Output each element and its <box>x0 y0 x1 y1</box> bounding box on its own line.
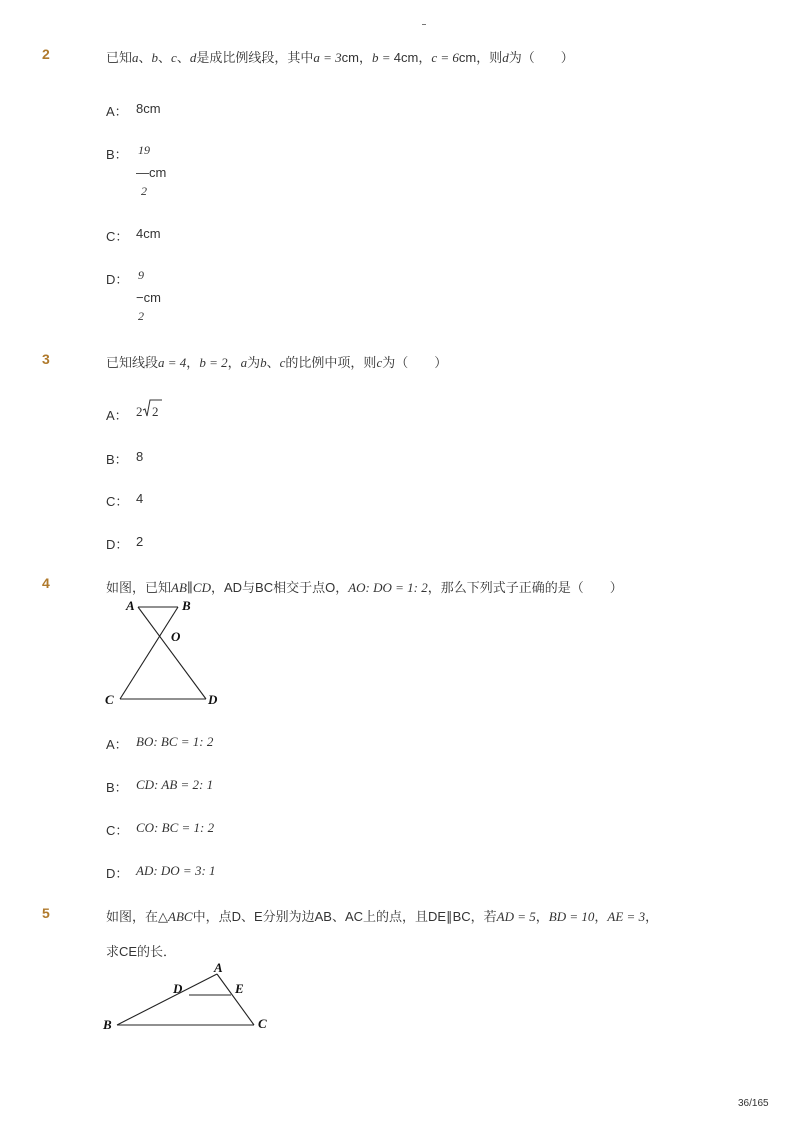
point-label-e: E <box>235 981 244 996</box>
page-number: 36/165 <box>738 1098 769 1109</box>
geometry-figure-hourglass <box>100 596 230 708</box>
option-letter: A： <box>106 408 128 423</box>
option-text: 8 <box>136 449 144 464</box>
question-stem: 如图，在△ABC中，点D、E分别为边AB、AC上的点，且DE∥BC，若AD = 5，BD = 10，AE = 3， <box>106 909 659 924</box>
point-label-o: O <box>171 629 181 644</box>
option-text: 2 <box>136 534 144 549</box>
point-label-b: B <box>103 1017 112 1032</box>
point-label-c: C <box>105 692 114 707</box>
point-label-b: B <box>182 598 191 613</box>
point-label-c: C <box>258 1016 267 1031</box>
point-label-d: D <box>208 692 218 707</box>
option-letter: D： <box>106 537 129 552</box>
option-text: AD: DO = 3: 1 <box>136 863 216 878</box>
fraction-bar-unit: —cm <box>136 165 167 180</box>
fraction-numerator: 19 <box>138 143 150 157</box>
question-number: 3 <box>42 351 50 367</box>
option-text: CO: BC = 1: 2 <box>136 820 215 835</box>
fraction-bar-unit: −cm <box>136 290 161 305</box>
option-letter: A： <box>106 737 128 752</box>
fraction-numerator: 9 <box>138 268 144 282</box>
point-label-a: A <box>214 960 223 975</box>
option-letter: D： <box>106 866 129 881</box>
fraction-denominator: 2 <box>138 309 144 323</box>
option-letter: D： <box>106 272 129 287</box>
point-label-a: A <box>126 598 135 613</box>
option-letter: A： <box>106 104 128 119</box>
option-letter: B： <box>106 147 128 162</box>
option-coefficient: 2 <box>136 404 143 419</box>
question-number: 5 <box>42 905 50 921</box>
option-text: CD: AB = 2: 1 <box>136 777 214 792</box>
point-label-d: D <box>173 981 183 996</box>
option-letter: B： <box>106 452 128 467</box>
option-radicand: 2 <box>152 404 159 419</box>
option-letter: C： <box>106 229 129 244</box>
option-text: 4 <box>136 491 144 506</box>
question-number: 4 <box>42 575 50 591</box>
question-stem-line2: 求CE的长． <box>106 944 177 959</box>
question-number: 2 <box>42 46 50 62</box>
question-stem: 已知a、b、c、d是成比例线段，其中a = 3cm，b = 4cm，c = 6cm，则d为（ ） <box>106 50 574 65</box>
option-text: 8cm <box>136 101 161 116</box>
geometry-figure-triangle <box>100 958 280 1038</box>
option-text: BO: BC = 1: 2 <box>136 734 214 749</box>
option-letter: C： <box>106 494 129 509</box>
option-letter: C： <box>106 823 129 838</box>
question-stem: 已知线段a = 4，b = 2，a为b、c的比例中项，则c为（ ） <box>106 355 448 370</box>
option-letter: B： <box>106 780 128 795</box>
question-stem: 如图，已知AB∥CD，AD与BC相交于点O，AO: DO = 1: 2，那么下列式子正确的是（ ） <box>106 580 623 595</box>
option-text: 4cm <box>136 226 161 241</box>
header-mark <box>422 24 426 25</box>
fraction-denominator: 2 <box>141 184 147 198</box>
